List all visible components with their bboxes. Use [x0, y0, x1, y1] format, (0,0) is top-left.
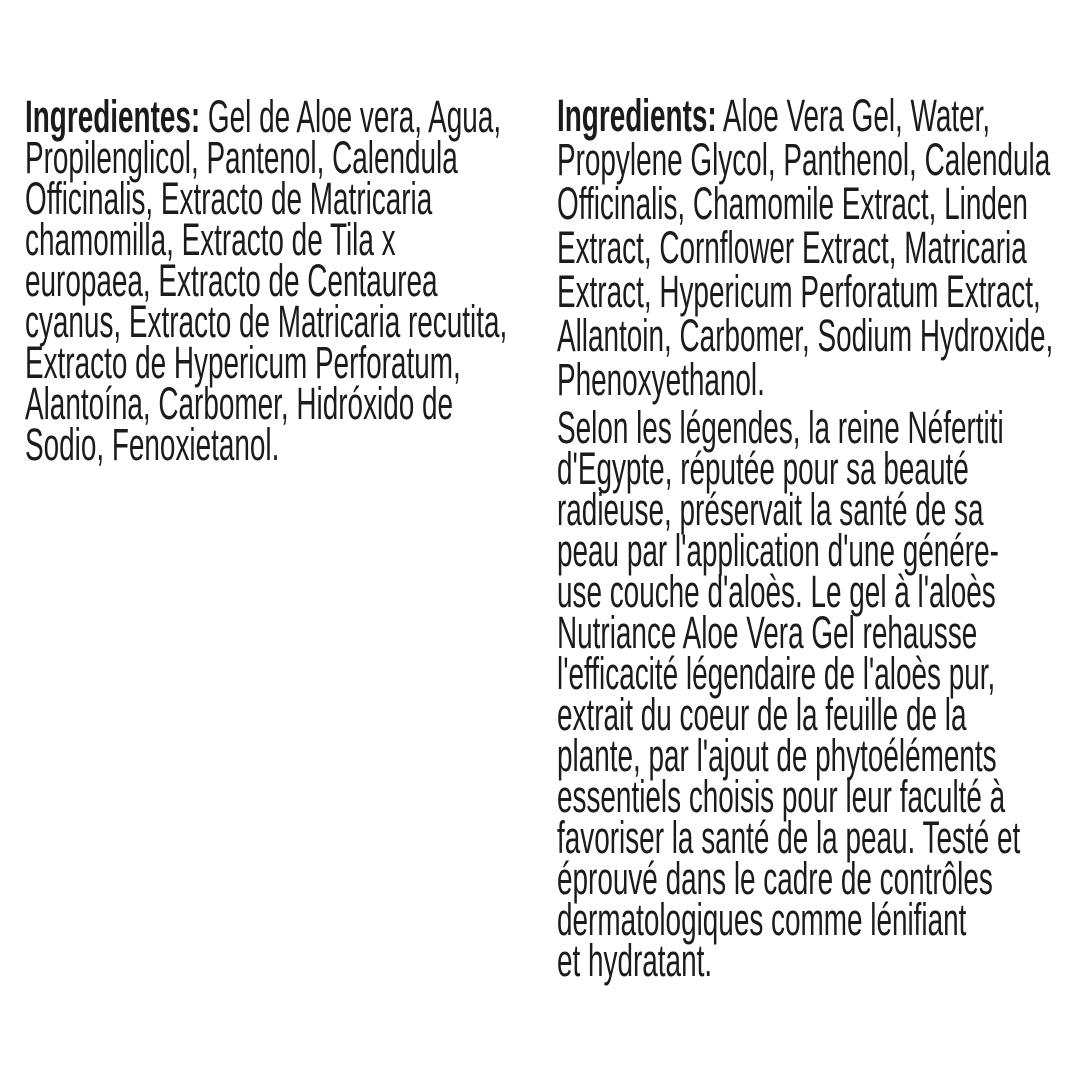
text-line: chamomilla, Extracto de Tila x — [25, 214, 396, 265]
text-line: Sodio, Fenoxietanol. — [25, 419, 280, 470]
text-line — [557, 90, 1053, 141]
text-line: peau par l'application d'une génére- — [557, 525, 999, 576]
text-line: Alantoína, Carbomer, Hidróxido de — [25, 378, 454, 429]
text-line: use couche d'aloès. Le gel à l'aloès — [557, 566, 996, 617]
text-line: plante, par l'ajout de phytoéléments — [557, 730, 997, 781]
text-line: Propylene Glycol, Panthenol, Calendula — [557, 134, 1051, 185]
text-line: d'Egypte, réputée pour sa beauté — [557, 443, 969, 494]
spanish-ingredients-paragraph — [25, 91, 508, 470]
text-line: Extract, Cornflower Extract, Matricaria — [557, 222, 1027, 273]
spanish-ingredients-heading: Ingredientes: — [25, 91, 201, 142]
french-description-paragraph — [557, 402, 1021, 986]
text-line: Propilenglicol, Pantenol, Calendula — [25, 132, 458, 183]
text-line: cyanus, Extracto de Matricaria recutita, — [25, 296, 508, 347]
text-line: Phenoxyethanol. — [557, 354, 765, 405]
text-line: Selon les légendes, la reine Néfertiti — [557, 402, 1004, 453]
text-line: Extract, Hypericum Perforatum Extract, — [557, 266, 1041, 317]
english-ingredients-paragraph — [557, 90, 1054, 405]
text-line: Nutriance Aloe Vera Gel rehausse — [557, 607, 978, 658]
text-line: et hydratant. — [557, 935, 713, 986]
english-ingredients-heading: Ingredients: — [557, 90, 717, 141]
text-line: essentiels choisis pour leur faculté à — [557, 771, 1006, 822]
text-line: Extracto de Hypericum Perforatum, — [25, 337, 461, 388]
text-line: Officinalis, Chamomile Extract, Linden — [557, 178, 1028, 229]
text-line: Officinalis, Extracto de Matricaria — [25, 173, 433, 224]
text-line: Allantoin, Carbomer, Sodium Hydroxide, — [557, 310, 1054, 361]
text-line: éprouvé dans le cadre de contrôles — [557, 853, 993, 904]
text-line: radieuse, préservait la santé de sa — [557, 484, 984, 535]
text-line — [25, 91, 507, 142]
text-line: europaea, Extracto de Centaurea — [25, 255, 438, 306]
text-segment: Aloe Vera Gel, Water, — [716, 90, 991, 141]
text-line: extrait du coeur de la feuille de la — [557, 689, 967, 740]
text-segment: Gel de Aloe vera, Agua, — [200, 91, 502, 142]
text-line: favoriser la santé de la peau. Testé et — [557, 812, 1021, 863]
text-line: dermatologiques comme lénifiant — [557, 894, 967, 945]
text-line: l'efficacité légendaire de l'aloès pur, — [557, 648, 996, 699]
